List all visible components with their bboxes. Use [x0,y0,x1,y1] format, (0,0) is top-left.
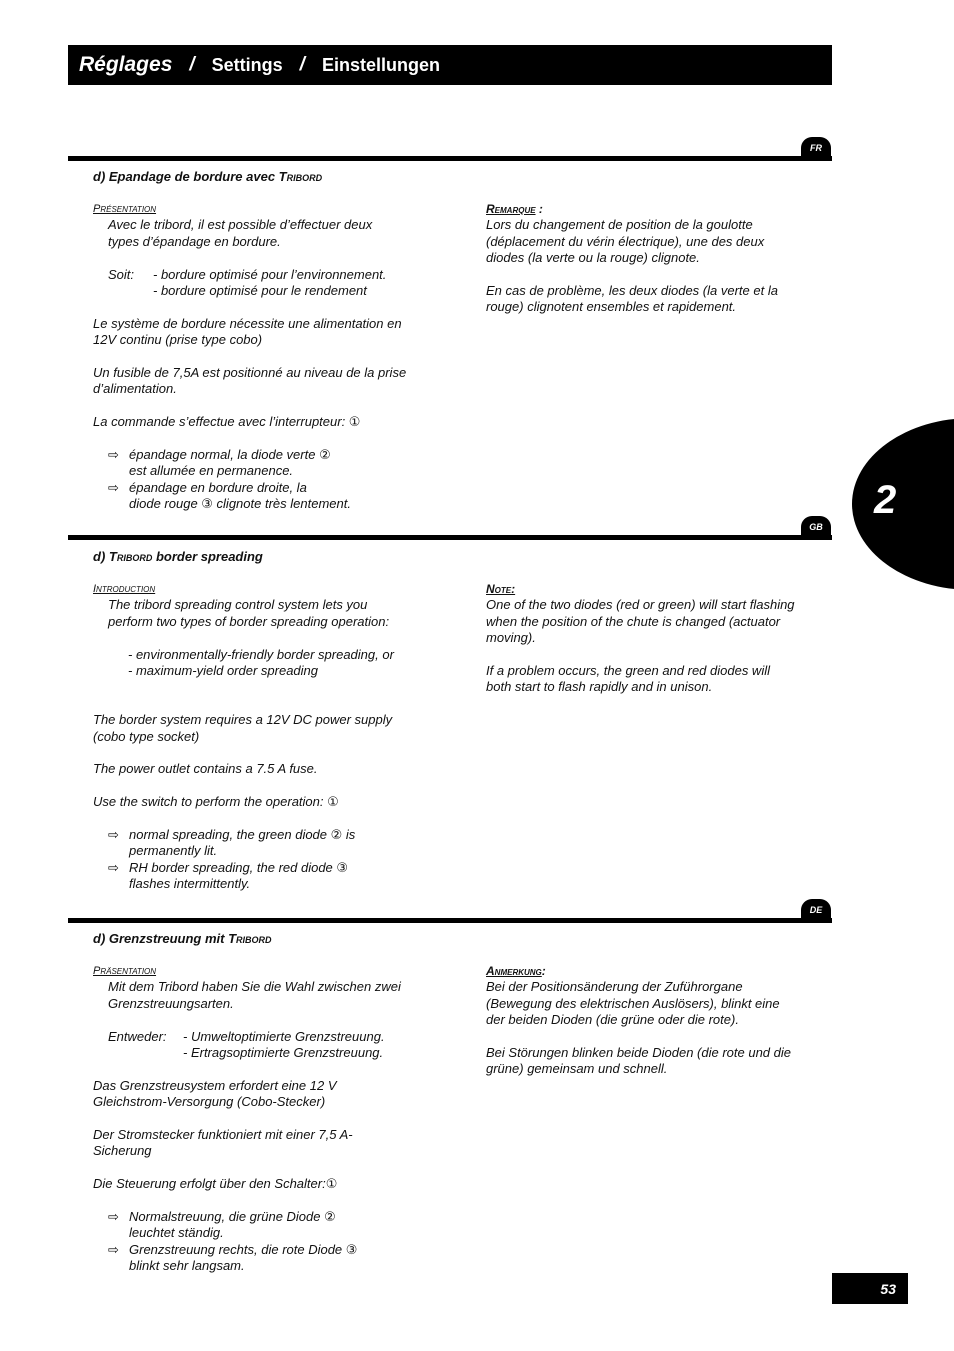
gb-note-line: both start to flash rapidly and in unison. [486,679,713,695]
fr-options [93,267,473,300]
de-note-line: der beiden Dioden (die grüne oder die rote). [486,1012,739,1028]
gb-note-line: moving). [486,630,536,646]
gb-note-line: If a problem occurs, the green and red diodes will [486,663,770,679]
fr-fuse-line: d’alimentation. [93,381,177,397]
de-list-item: ⇨ Grenzstreuung rechts, die rote Diode ③ blinkt sehr langsam. [108,1241,358,1274]
de-switch-text: Die Steuerung erfolgt über den Schalter:① [93,1176,338,1192]
gb-intro-line: The tribord spreading control system lets you [108,597,368,613]
fr-note-line: (déplacement du vérin électrique), une des deux [486,233,765,249]
fr-list-item: ⇨ épandage normal, la diode verte ② est allumée en permanence. [108,447,331,479]
de-options [93,1029,473,1062]
fr-list-item: ⇨ épandage en bordure droite, la diode rouge ③ clignote très lentement. [108,479,351,512]
fr-note-line: Lors du changement de position de la goulotte [486,217,753,233]
gb-option-item: - environmentally-friendly border spreading, or [128,646,394,662]
page-number-box [832,1273,908,1304]
de-intro-line: Grenzstreuungsarten. [108,995,234,1011]
chapter-tab [852,418,954,590]
arrow-right-icon: ⇨ [108,447,119,463]
page-number: 53 [880,1280,896,1297]
de-note-line: grüne) gemeinsam und schnell. [486,1061,668,1077]
gb-option-item: - maximum-yield order spreading [128,663,319,679]
arrow-right-icon: ⇨ [108,827,119,842]
language-badge-de: DE [801,899,831,921]
arrow-right-icon: ⇨ [108,1241,119,1257]
de-power-line: Das Grenzstreusystem erfordert eine 12 V [93,1077,337,1093]
fr-note-line: rouge) clignotent ensembles et rapidement. [486,299,737,315]
fr-sub-heading: Présentation [93,203,157,215]
gb-fuse-line: The power outlet contains a 7.5 A fuse. [93,761,318,777]
header-title-de: Einstellungen [321,54,440,75]
section-title-gb: d) Tribord border spreading [93,549,263,564]
fr-power-line: 12V continu (prise type cobo) [93,332,263,348]
section-divider-de [68,918,832,923]
fr-note-heading: Remarque : [486,202,543,216]
de-power-line: Gleichstrom-Versorgung (Cobo-Stecker) [93,1094,326,1110]
page-header-bar [68,45,832,85]
de-sub-heading: Präsentation [93,965,157,977]
gb-switch-text: Use the switch to perform the operation: ① [93,794,339,810]
section-divider-fr [68,156,832,161]
header-title-fr: Réglages [79,53,173,76]
gb-list-item: ⇨ normal spreading, the green diode ② is permanently lit. [108,827,356,859]
gb-sub-heading: Introduction [93,583,156,595]
language-badge-gb: GB [801,516,831,538]
de-intro-line: Mit dem Tribord haben Sie die Wahl zwischen zwei [108,979,401,995]
de-fuse-line: Der Stromstecker funktioniert mit einer 7,5 A- [93,1127,353,1143]
gb-power-line: The border system requires a 12V DC power supply [93,712,393,728]
chapter-number: 2 [874,478,897,522]
section-divider-gb [68,535,832,540]
fr-note-line: diodes (la verte ou la rouge) clignote. [486,250,700,266]
gb-left-column [93,581,473,893]
de-note-line: (Bewegung des elektrischen Auslösers), blinkt eine [486,995,780,1011]
header-title-gb: Settings [211,54,283,75]
header-separator: / [299,54,305,75]
de-list-item: ⇨ Normalstreuung, die grüne Diode ② leuchtet ständig. [108,1209,336,1241]
fr-power-line: Le système de bordure nécessite une alimentation en [93,315,402,331]
fr-left-column [93,201,473,513]
de-note-heading: Anmerkung: [486,964,546,978]
arrow-right-icon: ⇨ [108,479,119,495]
fr-option-item: - bordure optimisé pour le rendement [153,283,367,299]
header-separator: / [189,54,195,75]
gb-note-line: One of the two diodes (red or green) will start flashing [486,597,795,613]
de-left-column [93,963,473,1275]
gb-power-line: (cobo type socket) [93,728,200,744]
arrow-right-icon: ⇨ [108,1209,119,1225]
fr-intro-line: types d’épandage en bordure. [108,233,281,249]
de-option-item: - Umweltoptimierte Grenzstreuung. [183,1028,385,1044]
language-badge-fr: FR [801,137,831,159]
fr-intro-line: Avec le tribord, il est possible d’effectuer deux [108,217,373,233]
de-options-label: Entweder: [108,1028,167,1044]
de-note-line: Bei Störungen blinken beide Dioden (die rote und die [486,1045,791,1061]
de-option-item: - Ertragsoptimierte Grenzstreuung. [183,1045,384,1061]
fr-option-item: - bordure optimisé pour l’environnement. [153,266,387,282]
fr-fuse-line: Un fusible de 7,5A est positionné au niveau de la prise [93,365,407,381]
section-title-de: d) Grenzstreuung mit Tribord [93,931,272,946]
gb-note-heading: Note: [486,582,516,596]
gb-intro-line: perform two types of border spreading operation: [108,613,390,629]
fr-right-column [486,201,826,316]
de-right-column [486,963,826,1078]
fr-note-line: En cas de problème, les deux diodes (la verte et la [486,283,778,299]
arrow-right-icon: ⇨ [108,859,119,875]
de-fuse-line: Sicherung [93,1143,152,1159]
fr-switch-text: La commande s’effectue avec l’interrupteur: ① [93,414,361,430]
gb-list-item: ⇨ RH border spreading, the red diode ③ flashes intermittently. [108,859,349,892]
gb-right-column [486,581,826,696]
gb-note-line: when the position of the chute is changed (actuator [486,613,781,629]
fr-options-label: Soit: [108,266,135,282]
section-title-fr: d) Epandage de bordure avec Tribord [93,169,323,184]
de-note-line: Bei der Positionsänderung der Zuführorgane [486,979,743,995]
